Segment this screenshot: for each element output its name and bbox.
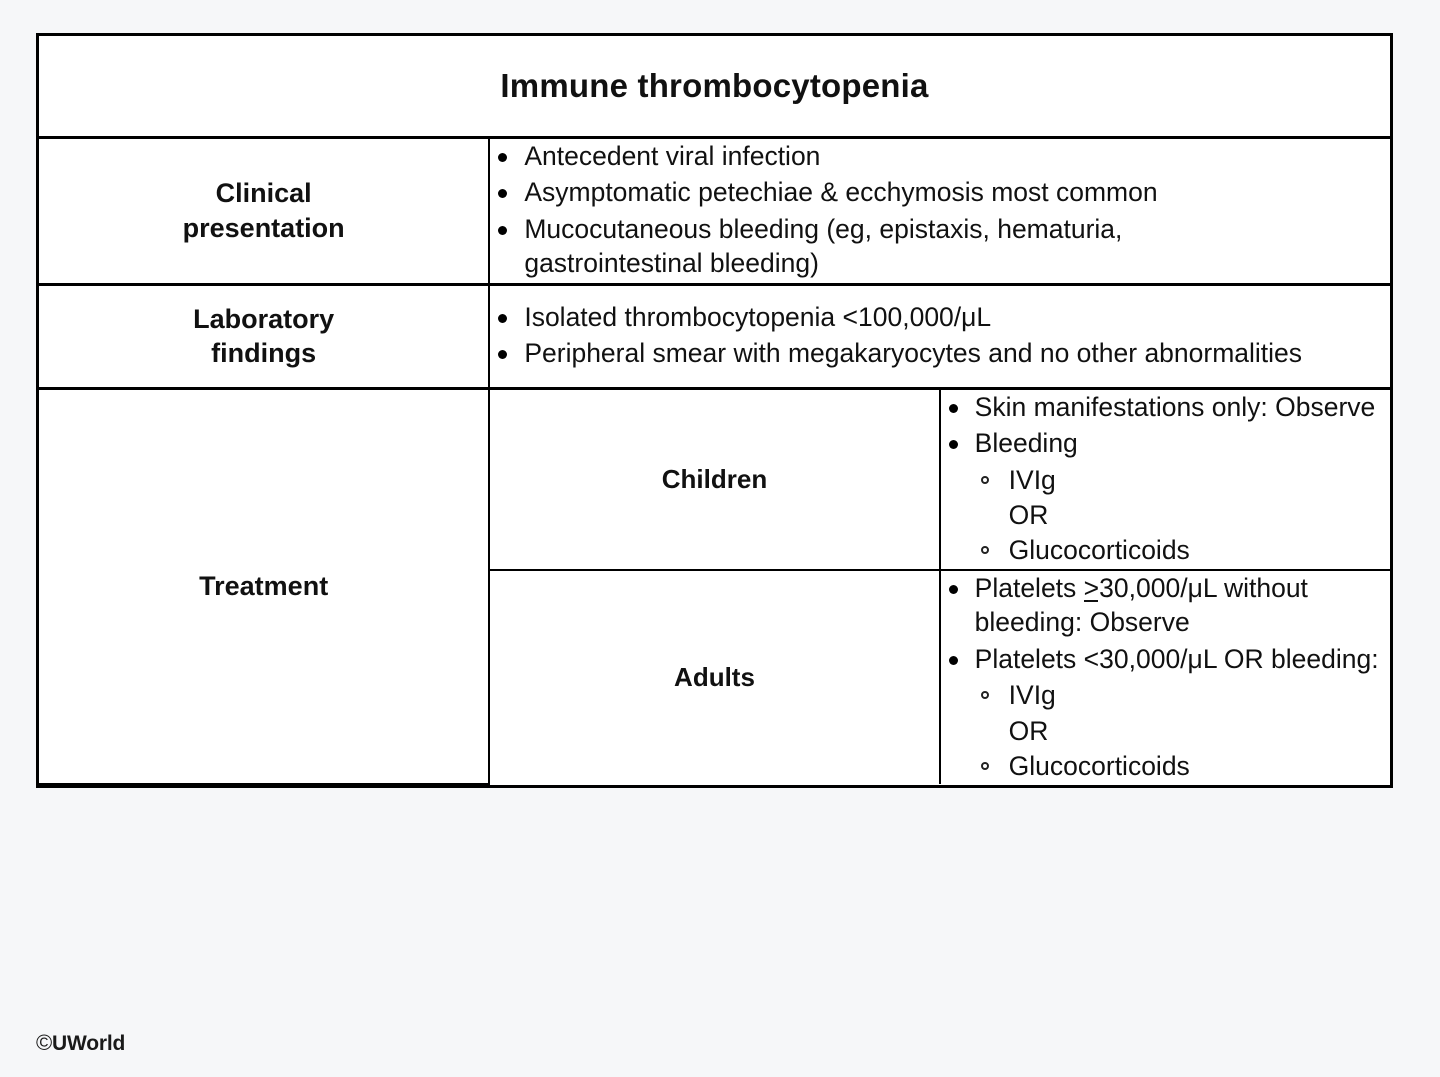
brand-name: UWorld [52,1032,126,1055]
table-row [39,388,1390,570]
sub-list-item [971,463,1390,497]
list-item [941,571,1390,640]
sub-row-label-text: Children [661,463,768,494]
sub-bullet-text: Glucocorticoids [1008,535,1190,566]
table-title-row [39,36,1390,138]
row-label-clinical-presentation [39,138,489,285]
bullet-text: Mucocutaneous bleeding (eg, epistaxis, hematuria, [524,213,1123,244]
bullet-text-suffix: 30,000/μL without bleeding: Observe [974,572,1308,638]
row-label-text: Treatment [199,571,329,602]
sub-list-item [971,678,1390,712]
bullet-text: Platelets <30,000/μL OR bleeding: [974,643,1379,674]
row-label-line-2: findings [211,338,317,369]
list-item [490,139,1390,173]
bullet-list [941,571,1390,676]
sub-bullet-text: Glucocorticoids [1008,751,1190,781]
page-title: Immune thrombocytopenia [39,36,1390,138]
list-item [941,390,1390,424]
bullet-text: Isolated thrombocytopenia <100,000/μL [524,301,992,332]
itp-table [39,36,1390,785]
bullet-list [490,139,1390,281]
sub-bullet-list [971,463,1390,568]
list-item [490,175,1390,209]
sub-bullet-list [971,678,1390,783]
copyright-footer [36,1030,125,1056]
sub-list-item [971,749,1390,783]
bullet-text-continuation: gastrointestinal bleeding) [524,248,819,279]
sub-row-label-adults [489,570,939,785]
sub-bullet-wrap [971,463,1390,568]
row-label-line-2: presentation [182,212,345,243]
row-label-line-1: Laboratory [193,303,335,334]
table-row [39,138,1390,285]
table-row [39,284,1390,388]
sub-row-label-text: Adults [674,662,755,693]
bullet-text: Peripheral smear with megakaryocytes and no other abnormalities [524,338,1303,369]
bullet-text: Skin manifestations only: Observe [974,391,1376,422]
copyright-icon: © [36,1030,53,1055]
bullet-text: Bleeding [974,428,1078,459]
bullet-text-prefix: Platelets [974,572,1084,603]
sub-bullet-text: IVIg [1008,464,1056,495]
row-label-line-1: Clinical [215,178,312,209]
sub-bullet-wrap [971,678,1390,783]
sub-bullet-text: OR [1008,715,1049,746]
sub-bullet-text: OR [1008,499,1049,530]
row-content-laboratory-findings [489,284,1390,388]
list-item [941,426,1390,460]
greater-than-or-equal-icon: > [1084,571,1099,605]
row-content-treatment-adults [940,570,1390,785]
list-item [490,300,1390,334]
sub-list-item-connector [971,498,1390,532]
list-item [490,336,1390,370]
sub-row-label-children [489,388,939,570]
list-item [490,212,1390,281]
bullet-list [941,390,1390,461]
sub-bullet-text: IVIg [1008,680,1056,711]
bullet-list [490,300,1390,371]
row-content-treatment-children [940,388,1390,570]
sub-list-item [971,533,1390,567]
row-label-treatment [39,388,489,784]
list-item [941,642,1390,676]
bullet-text: Asymptomatic petechiae & ecchymosis most common [524,177,1158,208]
bullet-text: Antecedent viral infection [524,141,821,171]
row-label-laboratory-findings [39,284,489,388]
sub-list-item-connector [971,714,1390,748]
itp-reference-table [36,33,1393,788]
row-content-clinical-presentation [489,138,1390,285]
